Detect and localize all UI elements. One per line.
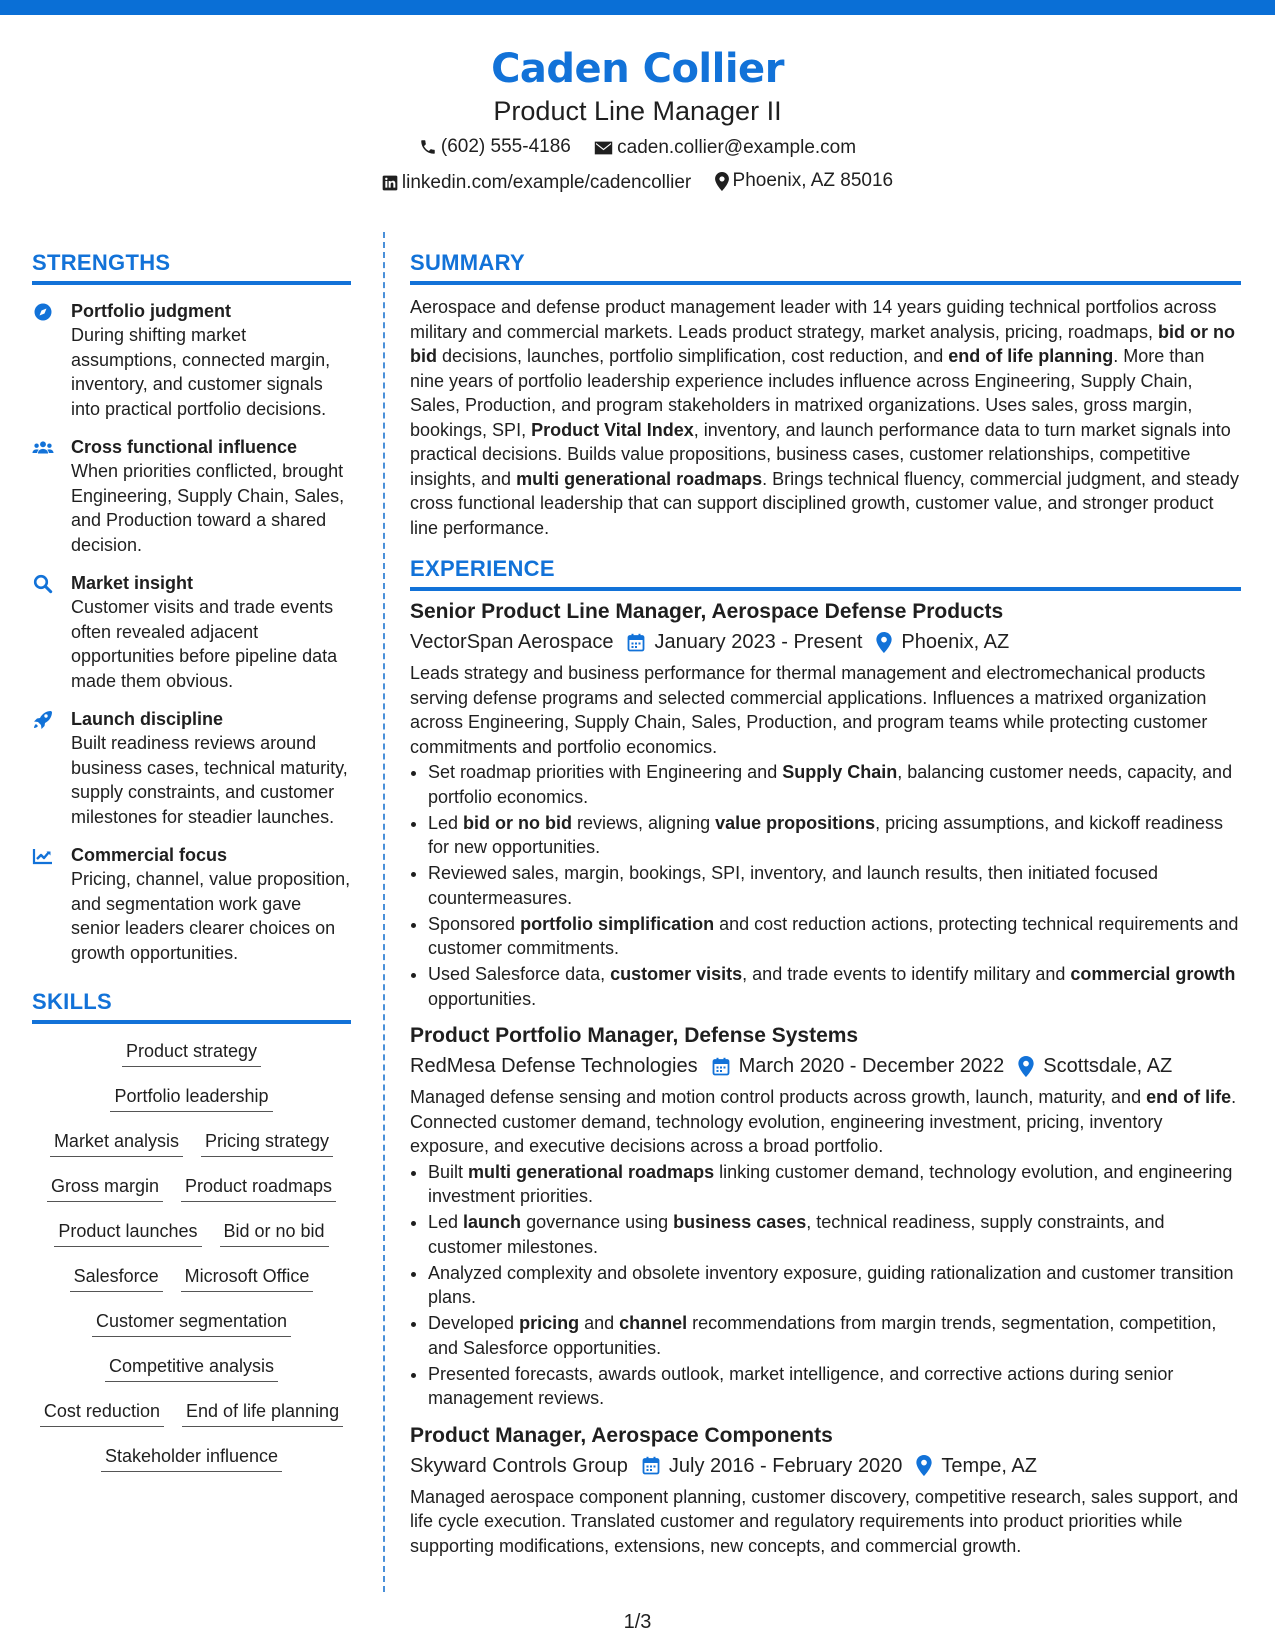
skill-row: [32, 1308, 351, 1353]
job-description: [410, 1085, 1241, 1159]
job-dates: [712, 1051, 1005, 1081]
job-entry: [410, 597, 1241, 1011]
skill-tag: Product launches: [54, 1218, 201, 1247]
strength-desc: During shifting market assumptions, connected margin, inventory, and customer signals into practical portfolio decisions.: [71, 325, 331, 419]
text-run: Developed: [428, 1313, 520, 1333]
strength-name: Launch discipline: [71, 709, 224, 729]
text-run: and cost reduction actions, protecting technical requirements and customer commitments.: [428, 913, 1239, 958]
skill-row: [32, 1173, 351, 1218]
skill-tag: Portfolio leadership: [110, 1083, 272, 1112]
text-run: Sponsored: [428, 913, 521, 934]
strength-name: Market insight: [71, 573, 194, 593]
job-bullets: [410, 1160, 1241, 1411]
text-run: Leads strategy and business performance for thermal management and electromechanical products serving defense programs and selected commercial applications. Influences a matrixed organization across Engineering, Supply Chain, Sales, Production, and program teams while protecting customer commitments and portfolio economics.: [410, 663, 1208, 757]
bold-text: bid or no bid: [410, 321, 1235, 366]
job-dates: [642, 1451, 902, 1481]
text-run: decisions, launches, portfolio simplification, cost reduction, and: [437, 346, 949, 366]
bold-text: bid or no bid: [463, 812, 573, 833]
job-description: [410, 1485, 1241, 1559]
compass-icon: [32, 302, 54, 322]
left-column: [32, 248, 351, 1488]
text-run: and: [579, 1313, 620, 1333]
right-column: [410, 248, 1241, 1558]
strength-item: [32, 571, 351, 693]
skill-tag: Competitive analysis: [105, 1353, 278, 1382]
strengths-heading: STRENGTHS: [32, 248, 351, 285]
skill-row: [32, 1353, 351, 1398]
text-run: Analyzed complexity and obsolete inventory exposure, guiding rationalization and customer transition plans.: [428, 1262, 1234, 1307]
rocket-icon: [32, 710, 54, 730]
job-description: [410, 661, 1241, 759]
calendar-icon: [627, 633, 645, 652]
skills-list: [32, 1038, 351, 1488]
text-run: , balancing customer needs, capacity, and portfolio economics.: [428, 762, 1233, 807]
skill-tag: Product roadmaps: [181, 1173, 336, 1202]
text-run: Presented forecasts, awards outlook, market intelligence, and corrective actions during senior management reviews.: [428, 1363, 1174, 1408]
skill-row: [32, 1263, 351, 1308]
map-marker-icon: [916, 1455, 932, 1476]
page-number: 1/3: [623, 1611, 652, 1633]
text-run: Reviewed sales, margin, bookings, SPI, inventory, and launch results, then initiated focused countermeasures.: [428, 863, 1159, 908]
strength-desc: Customer visits and trade events often revealed adjacent opportunities before pipeline data made them obvious.: [71, 597, 338, 691]
skill-row: [32, 1398, 351, 1443]
experience-heading: EXPERIENCE: [410, 554, 1241, 591]
text-run: , and trade events to identify military and: [742, 964, 1071, 984]
job-location-text: Scottsdale, AZ: [1043, 1055, 1173, 1077]
text-run: Set roadmap priorities with Engineering and: [428, 762, 783, 782]
bold-text: channel: [619, 1313, 688, 1333]
strength-item: [32, 707, 351, 829]
job-bullet: [428, 912, 1241, 961]
map-marker-icon: [1018, 1056, 1034, 1077]
job-entry: [410, 1421, 1241, 1559]
skill-row: [32, 1038, 351, 1083]
search-icon: [32, 574, 54, 594]
text-run: opportunities.: [428, 988, 537, 1009]
skill-tag: Pricing strategy: [201, 1128, 333, 1157]
strength-item: [32, 299, 351, 421]
bold-text: end of life planning: [948, 346, 1114, 366]
experience-list: [410, 597, 1241, 1558]
skill-tag: Market analysis: [50, 1128, 183, 1157]
job-bullet: [428, 1261, 1241, 1310]
skill-row: [32, 1443, 351, 1488]
text-run: , pricing assumptions, and kickoff readiness for new opportunities.: [428, 812, 1223, 857]
map-marker-icon: [876, 632, 892, 653]
strength-item: [32, 843, 351, 965]
email-address[interactable]: caden.collier@example.com: [617, 137, 857, 158]
skill-tag: Salesforce: [70, 1263, 163, 1292]
job-bullets: [410, 760, 1241, 1011]
users-icon: [32, 438, 54, 458]
job-bullet: [428, 962, 1241, 1011]
skill-tag: Product strategy: [122, 1038, 261, 1067]
calendar-icon: [642, 1456, 660, 1475]
job-location-text: Phoenix, AZ: [901, 631, 1010, 653]
job-bullet: [428, 1210, 1241, 1259]
envelope-icon: [594, 140, 613, 156]
job-bullet: [428, 760, 1241, 809]
phone-icon: [419, 138, 437, 156]
linkedin-item[interactable]: [382, 170, 691, 196]
skill-tag: Gross margin: [47, 1173, 163, 1202]
text-run: Managed defense sensing and motion control products across growth, launch, maturity, and: [410, 1087, 1147, 1107]
job-location: [916, 1451, 1037, 1481]
job-bullet: [428, 861, 1241, 910]
company-name: VectorSpan Aerospace: [410, 631, 614, 653]
job-dates-text: March 2020 - December 2022: [738, 1055, 1005, 1077]
strength-item: [32, 435, 351, 557]
bold-text: business cases: [673, 1212, 807, 1232]
text-run: governance using: [521, 1212, 674, 1232]
skill-tag: Bid or no bid: [220, 1218, 329, 1247]
text-run: reviews, aligning: [572, 812, 716, 833]
skill-tag: Cost reduction: [40, 1398, 164, 1427]
bold-text: end of life: [1146, 1087, 1232, 1107]
bold-text: value propositions: [715, 812, 876, 833]
job-meta: [410, 1051, 1241, 1081]
strength-name: Cross functional influence: [71, 437, 298, 457]
text-run: , technical readiness, supply constraints, and customer milestones.: [428, 1212, 1165, 1257]
bold-text: multi generational roadmaps: [468, 1161, 715, 1182]
skill-tag: Customer segmentation: [92, 1308, 291, 1337]
job-bullet: [428, 1362, 1241, 1411]
bold-text: Supply Chain: [782, 762, 898, 782]
column-divider: [383, 232, 385, 1592]
job-dates-text: July 2016 - February 2020: [668, 1454, 903, 1477]
skill-row: [32, 1128, 351, 1173]
text-run: Managed aerospace component planning, customer discovery, competitive research, sales support, and life cycle execution. Translated customer and regulatory requirements into product priorities while supporting modifications, extensions, new concepts, and commercial growth.: [410, 1486, 1239, 1556]
strength-name: Portfolio judgment: [71, 301, 231, 321]
strength-desc: Built readiness reviews around business cases, technical maturity, supply constraints, and customer milestones for steadier launches.: [71, 733, 348, 827]
skill-tag: Microsoft Office: [181, 1263, 314, 1292]
text-run: Aerospace and defense product management leader with 14 years guiding technical portfolios across military and commercial markets. Leads product strategy, market analysis, pricing, roadmaps,: [410, 297, 1217, 342]
job-location: [1018, 1051, 1172, 1081]
text-run: . Connected customer demand, technology evolution, engineering investment, pricing, inventory exposure, and executive decisions across a broad portfolio.: [410, 1087, 1237, 1156]
contact-row-1: [0, 134, 1275, 164]
text-run: Led: [428, 812, 464, 833]
strength-desc: Pricing, channel, value proposition, and segmentation work gave senior leaders clearer choices on growth opportunities.: [71, 869, 351, 963]
text-run: recommendations from margin trends, segmentation, competition, and Salesforce opportunities.: [428, 1313, 1217, 1358]
top-accent-bar: [0, 0, 1275, 15]
job-bullet: [428, 1160, 1241, 1209]
text-run: Built: [428, 1161, 469, 1182]
text-run: linking customer demand, technology evolution, and engineering investment priorities.: [428, 1161, 1233, 1206]
chart-line-icon: [32, 846, 54, 866]
job-location-text: Tempe, AZ: [941, 1454, 1037, 1477]
strength-name: Commercial focus: [71, 845, 228, 865]
job-title: Senior Product Line Manager, Aerospace Defense Products: [410, 600, 1004, 623]
strength-desc: When priorities conflicted, brought Engineering, Supply Chain, Sales, and Production toward a shared decision.: [71, 461, 345, 555]
skill-row: [32, 1083, 351, 1128]
text-run: Used Salesforce data,: [428, 964, 611, 984]
job-title: Product Manager, Aerospace Components: [410, 1423, 833, 1447]
company-name: Skyward Controls Group: [410, 1454, 628, 1477]
bold-text: customer visits: [610, 964, 743, 984]
bold-text: commercial growth: [1070, 964, 1236, 984]
text-run: . Brings technical fluency, commercial judgment, and steady cross functional leadership that can support disciplined growth, customer value, and stronger product line performance.: [410, 468, 1240, 538]
location-item: [715, 168, 894, 194]
bold-text: portfolio simplification: [520, 913, 715, 934]
map-marker-icon: [715, 172, 729, 191]
summary-text: [410, 295, 1241, 540]
contact-row-2: [0, 168, 1275, 199]
candidate-name: Caden Collier: [491, 46, 784, 92]
job-dates-text: January 2023 - Present: [654, 631, 863, 653]
job-dates: [627, 627, 862, 657]
job-meta: [410, 1451, 1241, 1481]
text-run: , inventory, and launch performance data to turn market signals into practical decisions. Builds value propositions, business cases, customer relationships, competitive insights, and: [410, 419, 1231, 489]
skill-tag: Stakeholder influence: [101, 1443, 282, 1472]
bold-text: launch: [463, 1212, 522, 1232]
bold-text: Product Vital Index: [531, 419, 694, 440]
candidate-title: Product Line Manager II: [493, 96, 782, 126]
skill-tag: End of life planning: [182, 1398, 343, 1427]
bold-text: pricing: [519, 1313, 580, 1333]
job-bullet: [428, 811, 1241, 860]
resume-header: [0, 42, 1275, 199]
company-name: RedMesa Defense Technologies: [410, 1055, 698, 1077]
linkedin-url[interactable]: linkedin.com/example/cadencollier: [401, 171, 692, 193]
linkedin-icon: [382, 175, 398, 191]
phone-item: [419, 134, 571, 160]
job-location: [876, 627, 1009, 657]
email-item[interactable]: [594, 135, 856, 161]
skills-heading: SKILLS: [32, 987, 351, 1024]
text-run: . More than nine years of portfolio leadership experience includes influence across Engineering, Supply Chain, Sales, Production, and program stakeholders in matrixed organizations. Uses sales, gross margin, bookings, SPI,: [410, 346, 1205, 440]
job-entry: [410, 1021, 1241, 1411]
location-text: Phoenix, AZ 85016: [732, 170, 894, 191]
bold-text: multi generational roadmaps: [516, 468, 763, 489]
skill-row: [32, 1218, 351, 1263]
phone-number: (602) 555-4186: [440, 136, 571, 157]
job-title: Product Portfolio Manager, Defense Systems: [410, 1024, 859, 1047]
job-bullet: [428, 1311, 1241, 1360]
calendar-icon: [712, 1057, 730, 1076]
summary-heading: SUMMARY: [410, 248, 1241, 285]
job-meta: [410, 627, 1241, 657]
text-run: Led: [428, 1212, 464, 1232]
